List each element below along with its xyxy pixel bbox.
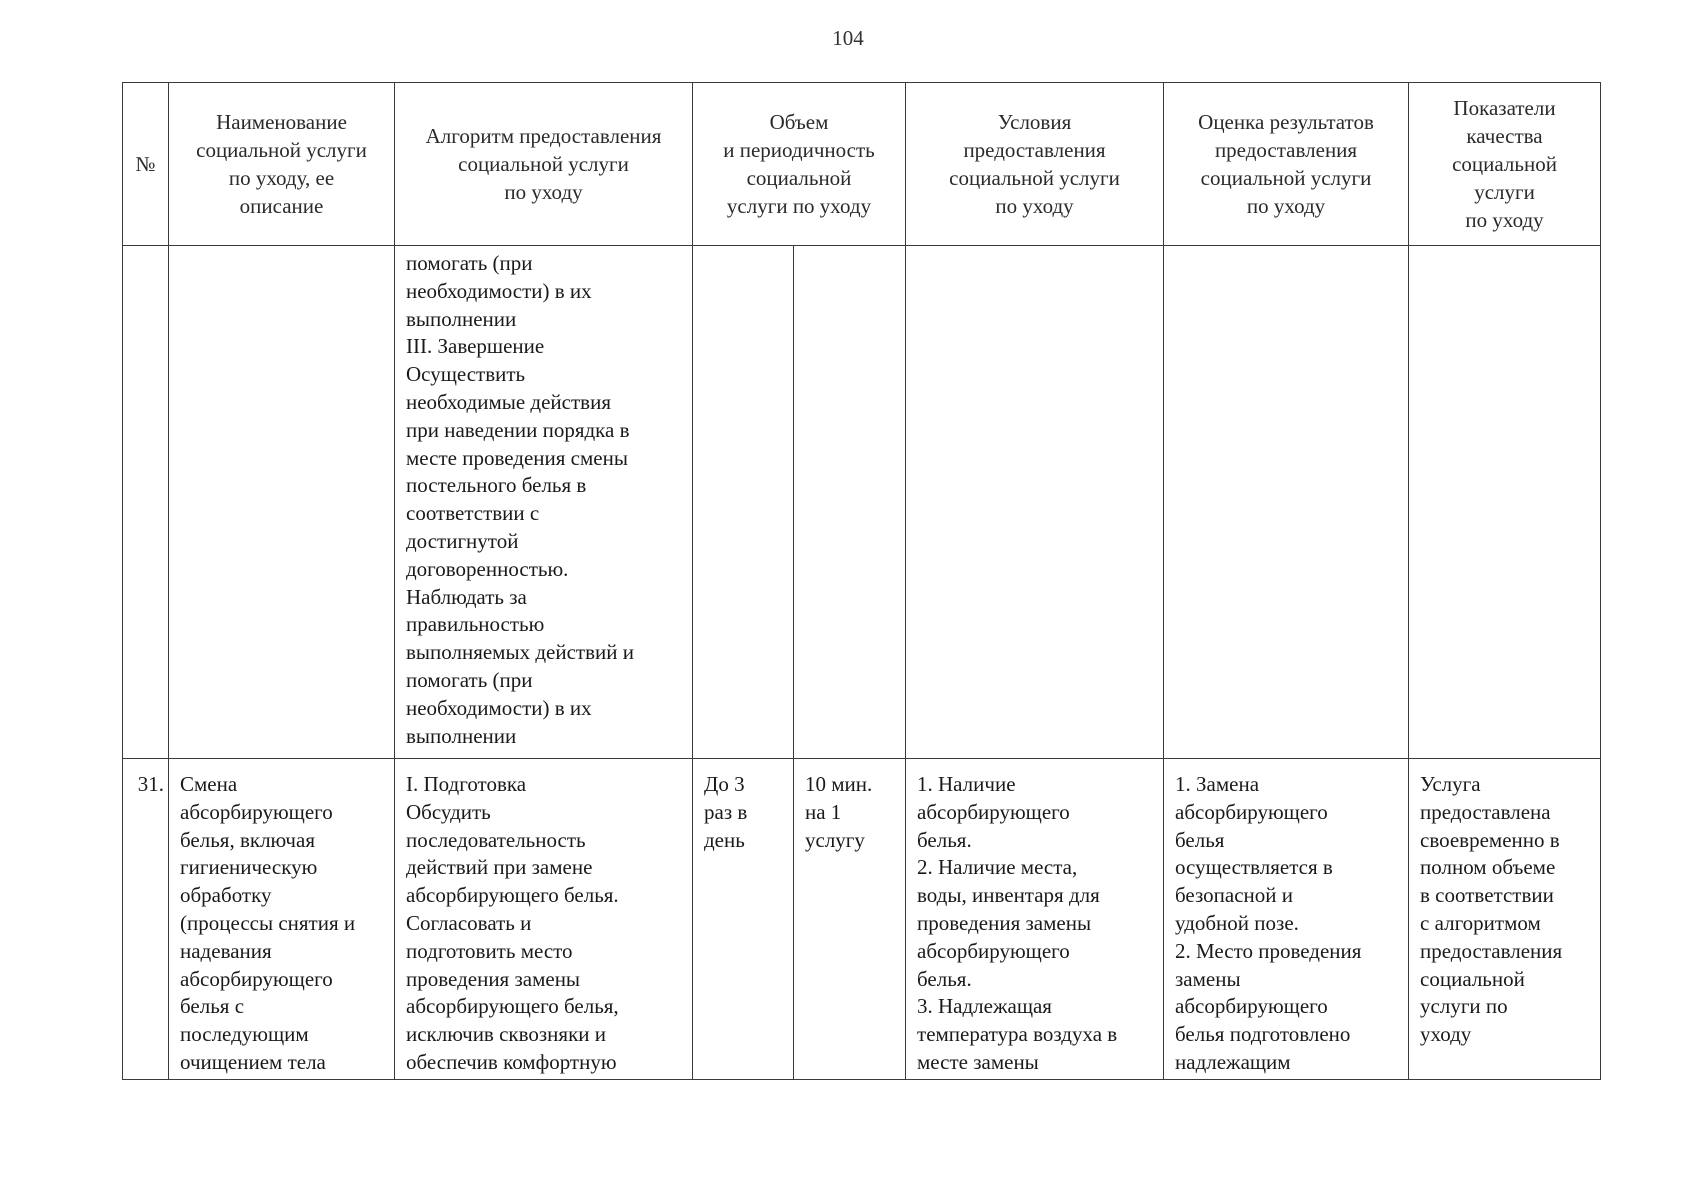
cell-duration: 10 мин. на 1 услугу <box>794 759 906 1080</box>
cell-number <box>123 246 169 759</box>
cell-service-name: Смена абсорбирующего белья, включая гигиеническую обработку (процессы снятия и надевания абсорбирующего белья с последующим очищением тела <box>169 759 395 1080</box>
table-row <box>123 246 1601 759</box>
cell-conditions <box>906 246 1164 759</box>
header-conditions: Условия предоставления социальной услуги по уходу <box>906 83 1164 246</box>
page-number: 104 <box>832 26 864 50</box>
cell-service-name <box>169 246 395 759</box>
cell-frequency <box>693 246 794 759</box>
cell-evaluation: 1. Замена абсорбирующего белья осуществляется в безопасной и удобной позе. 2. Место проведения замены абсорбирующего белья подготовлено надлежащим <box>1164 759 1409 1080</box>
cell-quality <box>1409 246 1601 759</box>
cell-number: 31. <box>123 759 169 1080</box>
cell-evaluation <box>1164 246 1409 759</box>
header-volume: Объем и периодичность социальной услуги по уходу <box>693 83 906 246</box>
cell-algorithm: I. Подготовка Обсудить последовательность действий при замене абсорбирующего белья. Согласовать и подготовить место проведения замены абсорбирующего белья, исключив сквозняки и обеспечив комфортную <box>395 759 693 1080</box>
table-row <box>123 759 1601 1080</box>
cell-quality: Услуга предоставлена своевременно в полном объеме в соответствии с алгоритмом предоставления социальной услуги по уходу <box>1409 759 1601 1080</box>
table-header-row <box>123 83 1601 246</box>
cell-algorithm: помогать (при необходимости) в их выполнении III. Завершение Осуществить необходимые действия при наведении порядка в месте проведения смены постельного белья в соответствии с достигнутой договоренностью. Наблюдать за правильностью выполняемых действий и помогать (при необходимости) в их выполнении <box>395 246 693 759</box>
header-quality: Показатели качества социальной услуги по уходу <box>1409 83 1601 246</box>
header-evaluation: Оценка результатов предоставления социальной услуги по уходу <box>1164 83 1409 246</box>
cell-duration <box>794 246 906 759</box>
services-table <box>122 82 1601 1080</box>
cell-frequency: До 3 раз в день <box>693 759 794 1080</box>
cell-conditions: 1. Наличие абсорбирующего белья. 2. Наличие места, воды, инвентаря для проведения замены абсорбирующего белья. 3. Надлежащая температура воздуха в месте замены <box>906 759 1164 1080</box>
header-algorithm: Алгоритм предоставления социальной услуги по уходу <box>395 83 693 246</box>
header-number: № <box>123 83 169 246</box>
header-service-name: Наименование социальной услуги по уходу, ее описание <box>169 83 395 246</box>
